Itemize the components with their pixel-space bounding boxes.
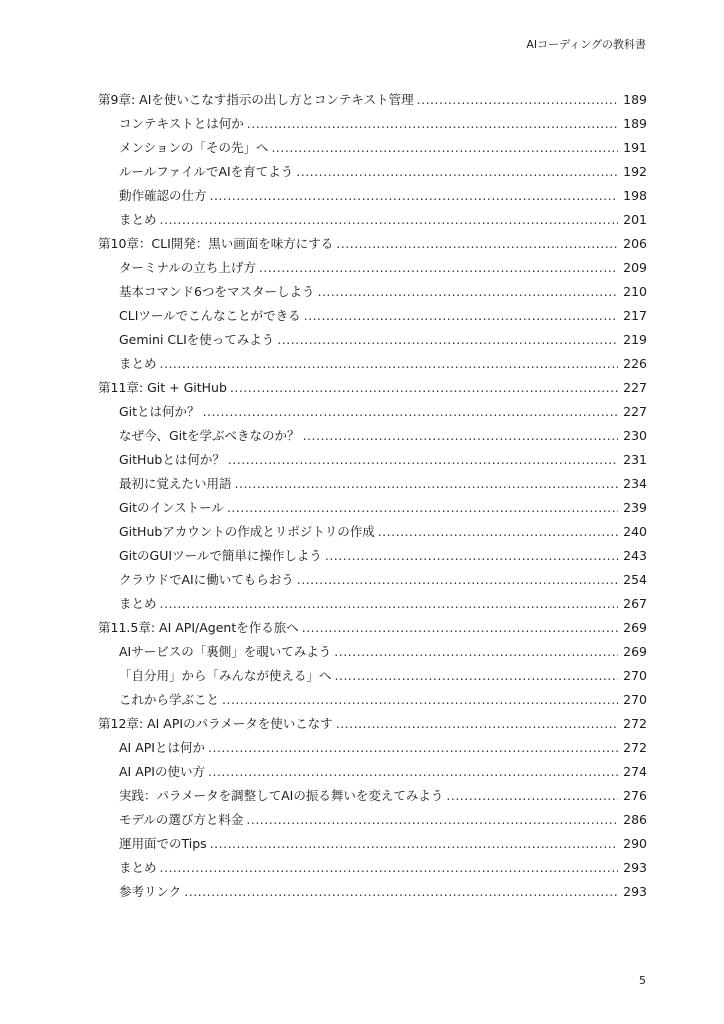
toc-leader-dots (210, 184, 619, 208)
toc-entry-page: 189 (623, 92, 647, 107)
toc-section-entry[interactable] (98, 592, 647, 616)
toc-section-entry[interactable] (98, 400, 647, 424)
toc-section-entry[interactable] (98, 496, 647, 520)
toc-entry-page: 293 (623, 884, 647, 899)
toc-leader-dots (247, 112, 618, 136)
toc-section-entry[interactable] (98, 352, 647, 376)
toc-entry-page: 290 (623, 836, 647, 851)
toc-leader-dots (296, 160, 618, 184)
toc-entry-title: なぜ今、Gitを学ぶべきなのか？ (119, 428, 300, 443)
toc-entry-page: 230 (623, 428, 647, 443)
toc-entry-title: 実践：パラメータを調整してAIの振る舞いを変えてみよう (119, 788, 444, 803)
toc-leader-dots (271, 136, 618, 160)
toc-entry-title: 「自分用」から「みんなが使える」へ (119, 668, 332, 683)
toc-chapter-entry[interactable] (98, 376, 647, 400)
toc-entry-page: 192 (623, 164, 647, 179)
toc-entry-title: Gitとは何か？ (119, 404, 200, 419)
toc-entry-page: 270 (623, 668, 647, 683)
toc-section-entry[interactable] (98, 184, 647, 208)
toc-entry-page: 274 (623, 764, 647, 779)
toc-entry-title: AI APIとは何か (119, 740, 205, 755)
toc-section-entry[interactable] (98, 544, 647, 568)
toc-leader-dots (227, 496, 618, 520)
toc-leader-dots (334, 640, 618, 664)
toc-entry-page: 234 (623, 476, 647, 491)
toc-section-entry[interactable] (98, 760, 647, 784)
toc-entry-page: 227 (623, 404, 647, 419)
toc-section-entry[interactable] (98, 736, 647, 760)
toc-leader-dots (228, 448, 618, 472)
toc-leader-dots (336, 232, 618, 256)
toc-entry-title: まとめ (119, 596, 157, 611)
toc-entry-page: 276 (623, 788, 647, 803)
toc-entry-title: 基本コマンド6つをマスターしよう (119, 284, 315, 299)
toc-entry-title: GitHubとは何か？ (119, 452, 225, 467)
page-number: 5 (639, 974, 646, 987)
toc-leader-dots (325, 544, 618, 568)
toc-entry-page: 270 (623, 692, 647, 707)
toc-entry-page: 286 (623, 812, 647, 827)
toc-leader-dots (304, 304, 619, 328)
toc-entry-page: 293 (623, 860, 647, 875)
toc-entry-title: CLIツールでこんなことができる (119, 308, 301, 323)
toc-entry-page: 269 (623, 620, 647, 635)
toc-entry-title: 最初に覚えたい用語 (119, 476, 232, 491)
toc-leader-dots (446, 784, 618, 808)
toc-leader-dots (317, 280, 618, 304)
toc-leader-dots (203, 400, 619, 424)
toc-section-entry[interactable] (98, 280, 647, 304)
toc-leader-dots (335, 664, 619, 688)
toc-entry-title: 運用面でのTips (119, 836, 207, 851)
toc-section-entry[interactable] (98, 880, 647, 904)
toc-entry-title: まとめ (119, 356, 157, 371)
toc-leader-dots (208, 760, 618, 784)
toc-entry-page: 269 (623, 644, 647, 659)
toc-entry-title: 第9章: AIを使いこなす指示の出し方とコンテキスト管理 (98, 92, 414, 107)
toc-entry-page: 201 (623, 212, 647, 227)
toc-section-entry[interactable] (98, 808, 647, 832)
toc-entry-title: まとめ (119, 860, 157, 875)
toc-leader-dots (222, 688, 618, 712)
toc-section-entry[interactable] (98, 448, 647, 472)
toc-section-entry[interactable] (98, 112, 647, 136)
toc-entry-page: 272 (623, 716, 647, 731)
toc-entry-title: AI APIの使い方 (119, 764, 205, 779)
toc-entry-title: Gemini CLIを使ってみよう (119, 332, 275, 347)
running-header: AIコーディングの教科書 (526, 38, 646, 51)
toc-chapter-entry[interactable] (98, 88, 647, 112)
toc-entry-page: 226 (623, 356, 647, 371)
toc-entry-page: 243 (623, 548, 647, 563)
toc-leader-dots (246, 808, 618, 832)
toc-entry-title: 第11.5章: AI API/Agentを作る旅へ (98, 620, 299, 635)
toc-leader-dots (303, 424, 619, 448)
toc-entry-page: 231 (623, 452, 647, 467)
toc-entry-page: 254 (623, 572, 647, 587)
toc-section-entry[interactable] (98, 208, 647, 232)
toc-entry-title: GitのGUIツールで簡単に操作しよう (119, 548, 322, 563)
toc-entry-title: 第12章: AI APIのパラメータを使いこなす (98, 716, 333, 731)
toc-chapter-entry[interactable] (98, 616, 647, 640)
toc-leader-dots (302, 616, 618, 640)
toc-entry-page: 227 (623, 380, 647, 395)
toc-leader-dots (259, 256, 618, 280)
toc-entry-title: モデルの選び方と料金 (119, 812, 244, 827)
toc-leader-dots (160, 208, 619, 232)
toc-entry-page: 217 (623, 308, 647, 323)
toc-entry-title: 参考リンク (119, 884, 182, 899)
toc-leader-dots (235, 472, 619, 496)
toc-entry-title: 第10章：CLI開発：黒い画面を味方にする (98, 236, 334, 251)
toc-section-entry[interactable] (98, 424, 647, 448)
toc-section-entry[interactable] (98, 472, 647, 496)
toc-entry-title: 第11章: Git + GitHub (98, 380, 227, 395)
toc-leader-dots (160, 352, 619, 376)
toc-leader-dots (210, 832, 618, 856)
toc-entry-title: Gitのインストール (119, 500, 224, 515)
toc-chapter-entry[interactable] (98, 232, 647, 256)
toc-leader-dots (297, 568, 618, 592)
toc-entry-page: 210 (623, 284, 647, 299)
toc-section-entry[interactable] (98, 304, 647, 328)
toc-entry-title: まとめ (119, 212, 157, 227)
toc-section-entry[interactable] (98, 832, 647, 856)
toc-entry-page: 272 (623, 740, 647, 755)
toc-section-entry[interactable] (98, 664, 647, 688)
toc-chapter-entry[interactable] (98, 712, 647, 736)
toc-entry-title: ターミナルの立ち上げ方 (119, 260, 256, 275)
toc-entry-page: 239 (623, 500, 647, 515)
toc-section-entry[interactable] (98, 160, 647, 184)
toc-entry-page: 198 (623, 188, 647, 203)
toc-section-entry[interactable] (98, 640, 647, 664)
toc-entry-page: 191 (623, 140, 647, 155)
toc-entry-page: 267 (623, 596, 647, 611)
toc-section-entry[interactable] (98, 520, 647, 544)
toc-section-entry[interactable] (98, 688, 647, 712)
toc-entry-page: 240 (623, 524, 647, 539)
toc-entry-title: クラウドでAIに働いてもらおう (119, 572, 294, 587)
toc-section-entry[interactable] (98, 136, 647, 160)
toc-entry-title: コンテキストとは何か (119, 116, 244, 131)
toc-entry-title: GitHubアカウントの作成とリポジトリの作成 (119, 524, 375, 539)
toc-leader-dots (277, 328, 618, 352)
toc-leader-dots (208, 736, 618, 760)
toc-leader-dots (184, 880, 618, 904)
toc-section-entry[interactable] (98, 856, 647, 880)
toc-entry-page: 219 (623, 332, 647, 347)
toc-entry-title: これから学ぶこと (119, 692, 220, 707)
toc-section-entry[interactable] (98, 568, 647, 592)
table-of-contents (98, 88, 647, 904)
toc-entry-title: ルールファイルでAIを育てよう (119, 164, 294, 179)
toc-section-entry[interactable] (98, 256, 647, 280)
toc-section-entry[interactable] (98, 328, 647, 352)
toc-entry-page: 189 (623, 116, 647, 131)
toc-leader-dots (230, 376, 618, 400)
toc-entry-title: メンションの「その先」へ (119, 140, 269, 155)
toc-section-entry[interactable] (98, 784, 647, 808)
toc-leader-dots (160, 592, 619, 616)
toc-entry-title: AIサービスの「裏側」を覗いてみよう (119, 644, 332, 659)
toc-entry-title: 動作確認の仕方 (119, 188, 207, 203)
toc-leader-dots (336, 712, 618, 736)
toc-leader-dots (160, 856, 619, 880)
toc-entry-page: 206 (623, 236, 647, 251)
toc-entry-page: 209 (623, 260, 647, 275)
toc-leader-dots (378, 520, 618, 544)
toc-leader-dots (417, 88, 619, 112)
